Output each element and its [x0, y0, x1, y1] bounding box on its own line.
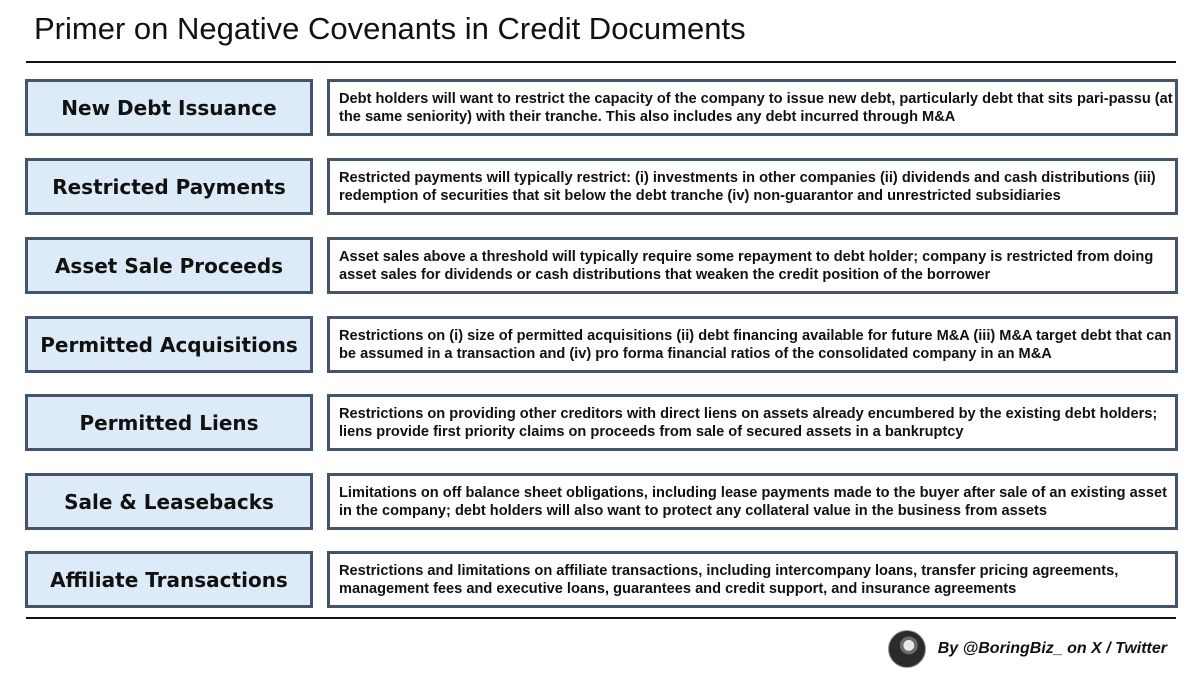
covenant-row-sale-leasebacks — [25, 473, 1178, 530]
covenant-description: Restrictions and limitations on affiliate transactions, including intercompany loans, transfer pricing agreements, management fees and executive loans, guarantees and credit support, and insurance agreements — [327, 551, 1178, 608]
covenant-label: Restricted Payments — [25, 158, 313, 215]
covenant-row-restricted-payments — [25, 158, 1178, 215]
covenant-row-new-debt-issuance — [25, 79, 1178, 136]
covenant-description: Debt holders will want to restrict the capacity of the company to issue new debt, particularly debt that sits pari-passu (at the same seniority) with their tranche. This also includes any debt incurred through M&A — [327, 79, 1178, 136]
page-title: Primer on Negative Covenants in Credit Documents — [34, 11, 746, 46]
bottom-divider — [26, 617, 1176, 619]
covenant-row-permitted-acquisitions — [25, 316, 1178, 373]
covenant-description: Restrictions on providing other creditors with direct liens on assets already encumbered by the existing debt holders; liens provide first priority claims on proceeds from sale of secured assets in a bankruptcy — [327, 394, 1178, 451]
footer — [888, 629, 1167, 669]
covenant-label: Permitted Acquisitions — [25, 316, 313, 373]
covenant-row-permitted-liens — [25, 394, 1178, 451]
covenant-row-asset-sale-proceeds — [25, 237, 1178, 294]
top-divider — [26, 61, 1176, 63]
covenant-label: Permitted Liens — [25, 394, 313, 451]
covenant-label: Affiliate Transactions — [25, 551, 313, 608]
profile-photo-icon — [888, 630, 926, 668]
covenant-description: Limitations on off balance sheet obligations, including lease payments made to the buyer after sale of an existing asset in the company; debt holders will also want to protect any collateral value in the business from assets — [327, 473, 1178, 530]
covenant-label: New Debt Issuance — [25, 79, 313, 136]
byline: By @BoringBiz_ on X / Twitter — [937, 640, 1167, 657]
covenant-row-affiliate-transactions — [25, 551, 1178, 608]
covenant-description: Restricted payments will typically restrict: (i) investments in other companies (ii) dividends and cash distributions (iii) redemption of securities that sit below the debt tranche (iv) non-guarantor and unrestricted subsidiaries — [327, 158, 1178, 215]
covenant-label: Sale & Leasebacks — [25, 473, 313, 530]
covenant-description: Restrictions on (i) size of permitted acquisitions (ii) debt financing available for future M&A (iii) M&A target debt that can be assumed in a transaction and (iv) pro forma financial ratios of the consolidated company in an M&A — [327, 316, 1178, 373]
covenant-label: Asset Sale Proceeds — [25, 237, 313, 294]
covenant-description: Asset sales above a threshold will typically require some repayment to debt holder; company is restricted from doing asset sales for dividends or cash distributions that weaken the credit position of the borrower — [327, 237, 1178, 294]
